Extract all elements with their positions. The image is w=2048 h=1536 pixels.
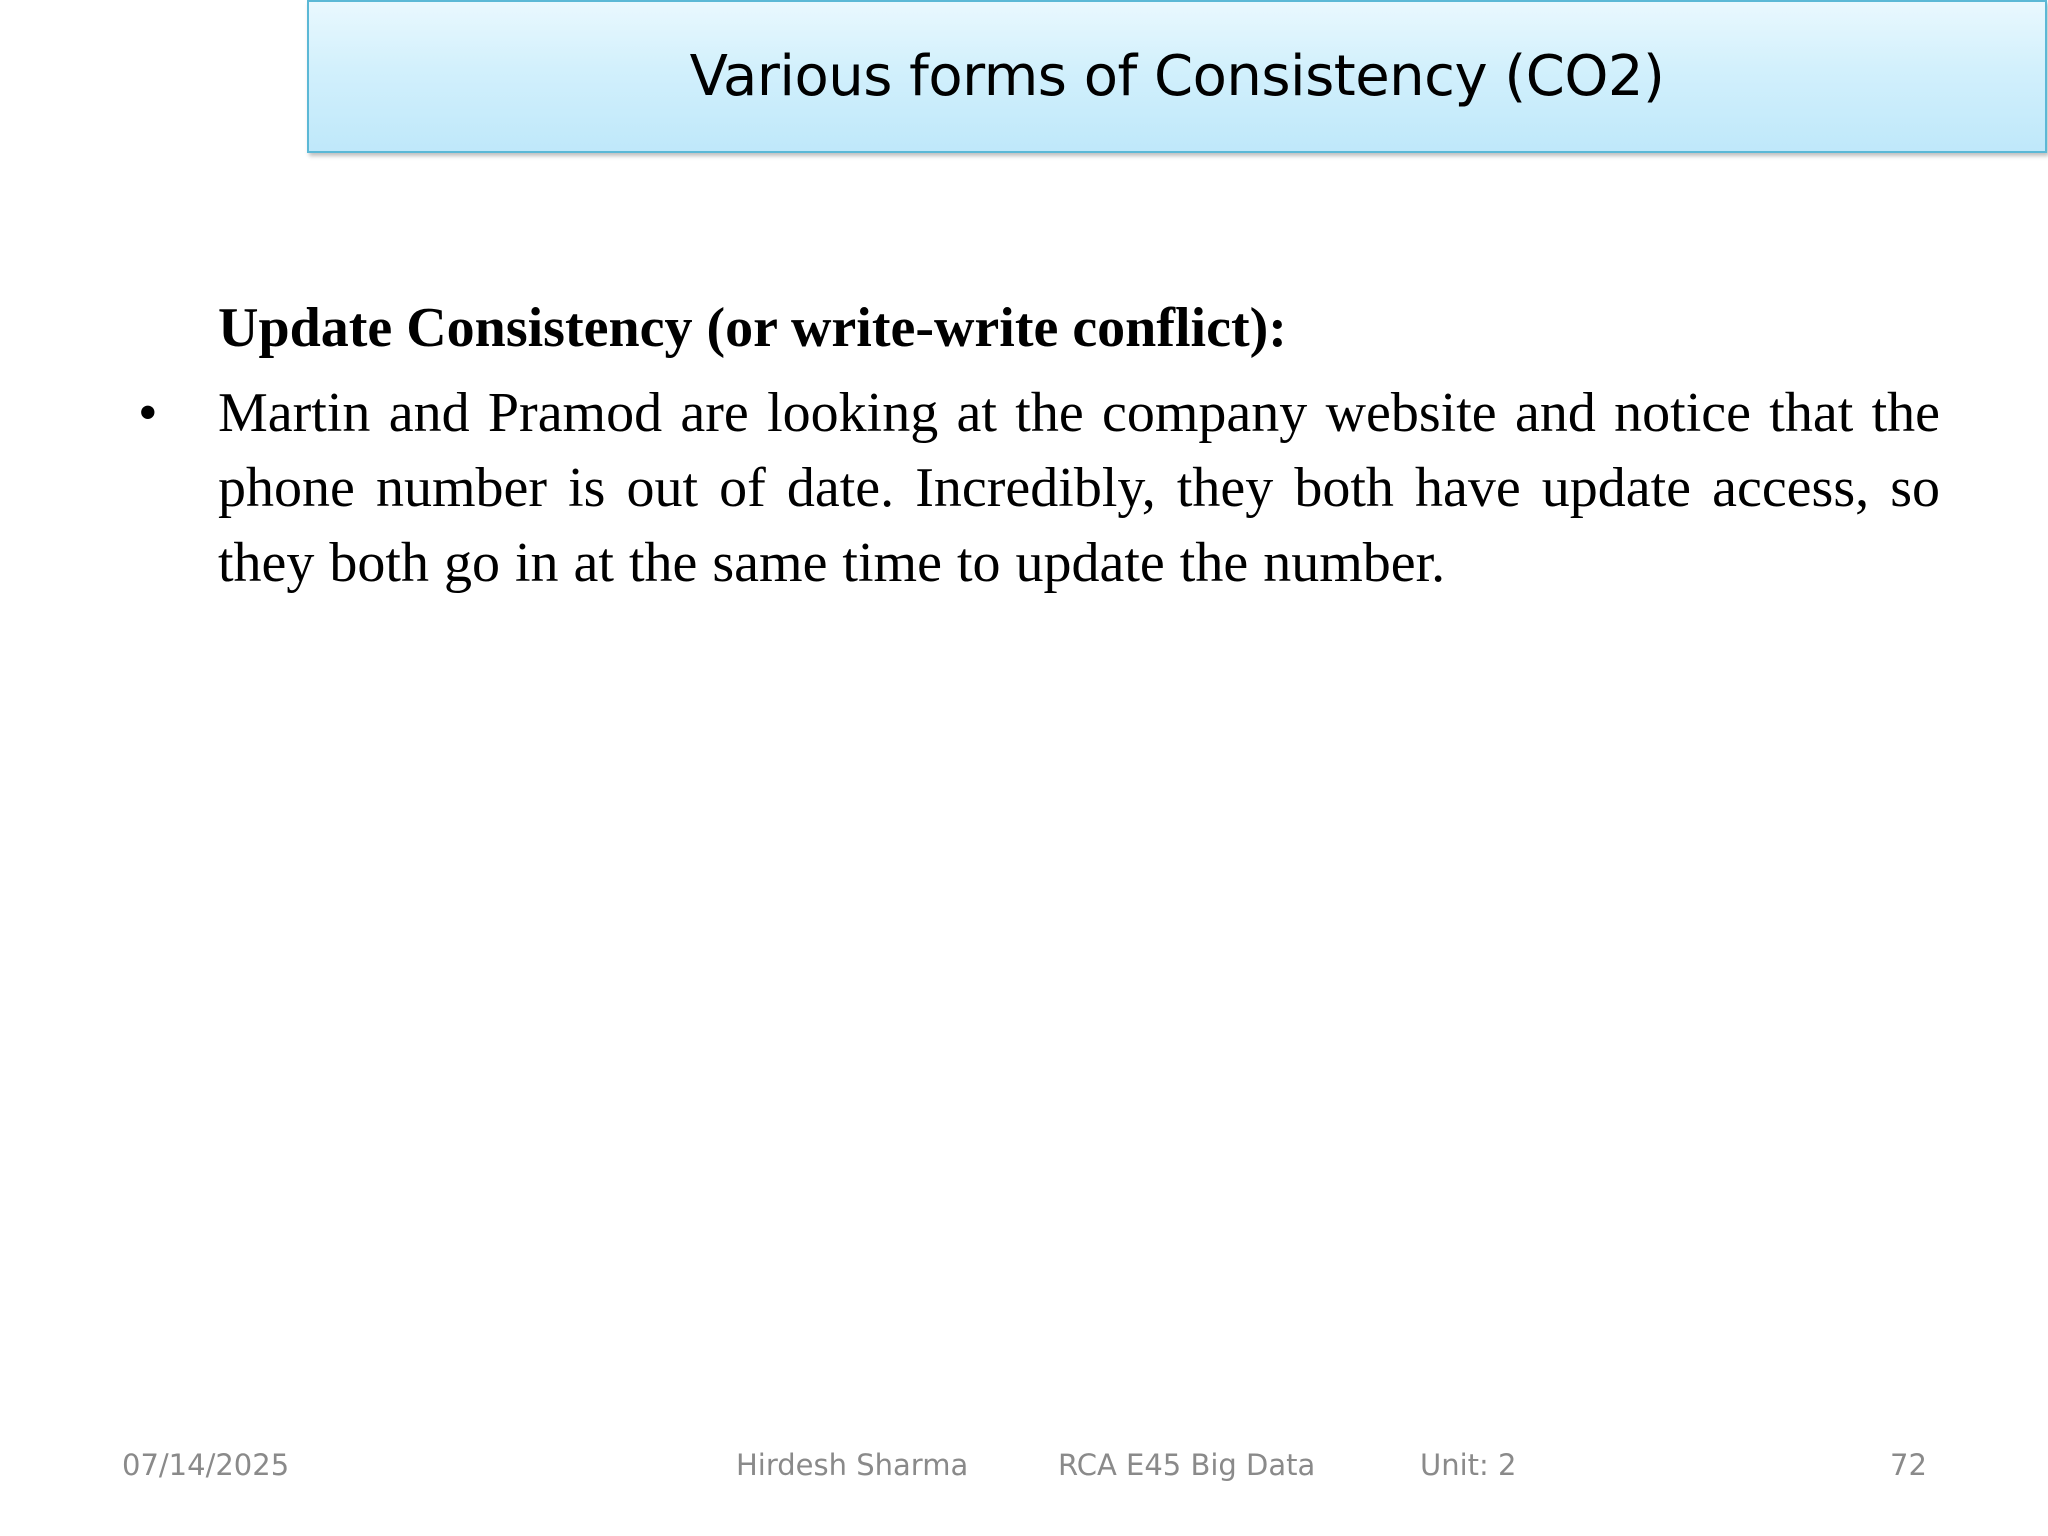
footer-unit: Unit: 2 [1420, 1448, 1517, 1482]
bullet-item [138, 376, 1940, 601]
footer-date: 07/14/2025 [122, 1448, 290, 1482]
section-heading: Update Consistency (or write-write conflict): [218, 297, 1287, 359]
footer-page-number: 72 [1890, 1448, 1927, 1482]
slide-title: Various forms of Consistency (CO2) [689, 44, 1665, 109]
title-banner [307, 0, 2047, 153]
footer-author: Hirdesh Sharma [736, 1448, 969, 1482]
footer-course: RCA E45 Big Data [1058, 1448, 1316, 1482]
bullet-text: Martin and Pramod are looking at the company website and notice that the phone number is out of date. Incredibly, they both have update access, so they both go in at the same time to update the number. [218, 382, 1940, 594]
bullet-marker: • [138, 382, 158, 444]
slide-content [138, 290, 1940, 601]
